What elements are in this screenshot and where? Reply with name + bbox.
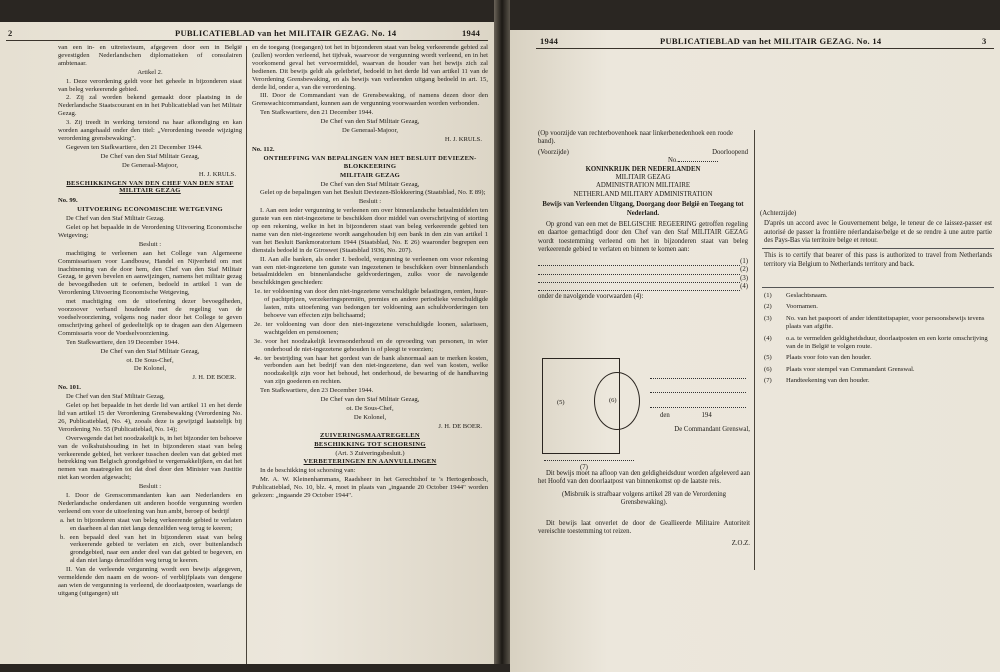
decree-number: No. 112. [252,145,275,153]
continued-text: en de toegang (toegangen) tot het in bijzonderen staat van beleg verkeerende gebied zal (zullen) worden verleend, het tijdvak, waarvoor de vergunning wordt verleend, en in het voorkomend geval het vervoermiddel, waarvan de houder van het bewijs zich zal bedienen. Dit bewijs geldt als geleibrief, bedoeld in het derde lid van artikel 11 van de Verordening Grensbewaking, en als bewijs van verleenden uitgang bedoeld in art. 15, derde lid, onder a, van die verordening. [252,44,488,91]
column-divider [246,46,247,664]
right-page [510,30,1000,672]
blank-line [650,397,746,408]
right-year: 1944 [540,36,559,46]
footer-text: (Misbruik is strafbaar volgens artikel 28 van de Verordening Grensbewaking). [561,490,727,507]
org-line: KONINKRIJK DER NEDERLANDEN [585,165,701,173]
legend-label: Geslachtsnaam. [786,292,828,299]
correction-para: Mr. A. W. Kleinenhammans, Raadsheer in het Gerechtshof te 's Hertogenbosch, Publicatieblad, No. 10, blz. 4, moet in plaats van „ingaande 20 October 1944" worden gelezen: „ingaande 29 October 1944". [252,476,488,500]
signature-line: De Kolonel, [133,365,167,373]
dotted-lines [650,368,746,411]
pass-footer [538,470,750,549]
blank-line [650,382,746,393]
signature-line: De Chef van den Staf Militair Gezag, [100,152,200,160]
legend-label: Plaats voor foto van den houder. [786,354,872,362]
field-ref: (3) [740,274,748,282]
legend-item [764,377,992,385]
decree-para: Overwegende dat het noodzakelijk is, in het bijzonder ten behoeve van de volkshuishouding in het in bijzonderen staat van beleg verkeerende gebied, het verkeer tusschen deelen van dat gebied met betrekking van Belgisch grondgebied te vergemakkelijken, en dat het nemen van maatregelen tot dat doel door den Minister van Justitie niet kan worden afgewacht; [58,434,242,482]
legend-item [764,366,992,374]
legend-list [764,292,992,389]
list-item: a. het in bijzonderen staat van beleg verkeerende gebied te verlaten en daarheen al dan niet langs denzelfden weg terug te keeren; [60,516,242,532]
given-date: Gegeven ten Stafkwartiere, den 21 December 1944. [66,143,203,151]
list-item: 4e. ter bestrijding van haar het gordest van de bank alsnormaal aan te merken kosten, verbonden aan het bedrijf van den niet-ingezetene, dan wel van kosten, welke noodzakelijk zijn voor het behoud, het onderhoud, de bewaring of de handhaving van zijn goederen en rechten. [254,354,488,386]
legend-item [764,335,992,352]
serial-label: No. [667,157,678,165]
book-gutter [494,0,510,664]
serial-field [678,161,718,162]
signature-line: De Kolonel, [353,413,387,421]
decree-para: I. Door de Grenscommandanten kan aan Nederlanders en Nederlandsche onderdanen uit anderen hoofde vergunning worden verleend om voor de uitoefening van hun ambt, beroep of bedrijf [58,492,242,515]
article-para: 3. Zij treedt in werking terstond na haar afkondiging en kan worden aangehaald onder den titel: „Verordening tweede wijziging verordening grensbewaking". [58,119,242,142]
legend-item [764,292,992,300]
besluit-label: Besluit : [358,198,382,206]
intro-text: van een in- en uitreisvisum, afgegeven door een in België gevestigden Nederlandschen diplomatieken of consulairen ambtenaar. [58,44,242,67]
legend-number: (4) [764,334,772,342]
divider-rule [762,248,994,249]
org-line: MILITAIR GEZAG [615,174,671,182]
right-running-head: PUBLICATIEBLAD van het MILITAIR GEZAG. No. 14 [660,36,882,46]
decree-para: III. Door de Commandant van de Grensbewaking, of namens dezen door den Grenswachtcommandant, kunnen aan de vergunning voorwaarden worden verbonden. [252,92,488,108]
date-line [660,412,750,420]
field-ref: (2) [740,266,748,274]
left-page [0,22,494,664]
given-date: Ten Stafkwartiere, den 19 December 1944. [66,338,180,346]
signature-line: ot. De Sous-Chef, [346,404,394,412]
section-heading: ZUIVERINGSMAATREGELEN [320,431,420,439]
legend-item [764,354,992,362]
name-field [538,258,740,266]
org-line: NETHERLAND MILITARY ADMINISTRATION [573,190,713,198]
conditions-field [538,283,740,291]
left-running-head: PUBLICATIEBLAD van het MILITAIR GEZAG. No. 14 [175,28,397,38]
legend-number: (6) [764,365,772,373]
legend-label: Plaats voor stempel van Commandant Grenswal. [786,365,915,373]
legend-label: No. van het paspoort of ander identiteitspapier, voor persoonsbewijs tevens plaats van afgifte. [786,314,985,331]
divider-rule [762,287,994,288]
signature-name: J. H. DE BOER. [438,422,482,430]
correction-para: In de beschikking tot schorsing van: [260,467,356,475]
signature-line: De Generaal-Majoor, [121,161,179,169]
decree-issuer: De Chef van den Staf Militair Gezag, [66,393,165,401]
legend-number: (5) [764,354,772,362]
signature-line: De Generaal-Majoor, [341,127,399,135]
legend-number: (7) [764,377,772,385]
form-divider [754,130,755,570]
signature-line: De Chef van den Staf Militair Gezag, [320,396,420,404]
given-date: Ten Stafkwartiere, den 21 December 1944. [260,109,374,117]
caption-ref: (7) [580,464,588,472]
decree-para: II. Aan alle banken, als onder I. bedoeld, vergunning te verleenen om voor rekening van een niet-ingezetene ten gunste van ingezetenen te beschikken over binnenlandsch betaalmiddelen en binnenlandsche geldvorderingen, zulks voor de navolgende beschikkingen geschieden: [252,255,488,287]
stamp-circle [594,372,640,430]
legend-label: Handteekening van den houder. [786,377,870,385]
stamp-label: (6) [609,397,617,404]
article-para: 2. Zij zal worden bekend gemaakt door plaatsing in de Nederlandsche Staatscourant en in het Publicatieblad van het Militair Gezag. [58,94,242,118]
legend-item [764,303,992,311]
decree-issuer: De Chef van den Staf Militair Gezag. [66,215,165,223]
article-para: 1. Deze verordening geldt voor het geheele in bijzonderen staat van beleg verkeerende gebied. [58,77,242,93]
list-item: b. een bepaald deel van het in bijzonderen staat van beleg verkeerende gebied te verlaten en zich, over buitenlandsch grondgebied, naar een ander deel van dat gebied te begeven, en al dan niet langs denzelfden weg terug te keeren. [60,533,242,565]
ribbon-note: (Op voorzijde van rechterbovenhoek naar linkerbenedenhoek een roode band). [538,130,733,146]
list-item: 2e. ter voldoening van door den niet-ingezetene verschuldigde loonen, salarissen, wachtgelden en pensioenen; [254,320,488,336]
signature-name: H. J. KRULS. [198,170,236,178]
field-ref: (1) [740,257,748,265]
decree-para: machtiging te verleenen aan het College van Algemeene Commissarissen voor Landbouw, Handel en Nijverheid om met inachtneming van de door hem, den Chef van den Staf Militair Gezag, te geven bevelen en aanwijzingen, namens het militair gezag de bevoegdheden uit te oefenen, bedoeld in artikel 1 van de Verordening Uitvoering Economische Wetgeving, [58,249,242,297]
footer-text: Dit bewijs moet na afloop van den geldigheidsduur worden afgeleverd aan het Hoofd van den doorlaatpost van binnenkomst op de laatste reis. [538,470,750,486]
legend-number: (3) [764,314,772,322]
sub-heading: BESCHIKKING TOT SCHORSING [314,440,426,448]
org-line: ADMINISTRATION MILITAIRE [595,182,691,190]
doorlopend-label: Doorloopend [712,148,748,156]
decree-para: I. Aan een ieder vergunning te verleenen om over binnenlandsche betaalmiddelen ten gunste van een niet-ingezetene te beschikken door middel van overschrijving of storting op een rekening, welke in het in bijzonderen staat van beleg verkeerende gebied ten name van den niet-ingezetene wordt aangehouden bij een bank in den zin van artikel 1 van het Besluit Bankmoratorium 1944 (Staatsblad, No. E 26) waaronder begrepen een dienstals bedoeld in de Giroswet (Staatsblad 1936, No. 207). [252,207,488,254]
pass-intro: Op grond van een met de BELGISCHE REGEERING getroffen regeling en daartoe gemachtigd door den Chef van den Staf MILITAIR GEZAG wordt toestemming verleend om het in bijzonderen staat van beleg verkeerende gebied te verlaten en binnen te komen aan: [538,221,748,254]
header-rule [536,48,994,49]
french-text: D'après un accord avec le Gouvernement belge, le teneur de ce laissez-passer est autorisé de passer la frontière néerlandaise/belge et de se rendre à une autre partie des Pays-Bas via territoire belge et retour. [764,220,992,245]
left-year: 1944 [462,28,481,38]
decree-title: UITVOERING ECONOMISCHE WETGEVING [77,206,223,214]
pass-title: Bewijs van Verleenden Uitgang, Doorgang door België en Toegang tot Nederland. [542,201,744,217]
sub-heading-ref: (Art. 3 Zuiveringsbesluit.) [335,449,405,457]
holder-signature-line [544,458,634,461]
besluit-label: Besluit : [138,483,162,491]
section-heading: BESCHIKKINGEN VAN DEN CHEF VAN DEN STAF MILITAIR GEZAG [66,179,234,195]
signature-name: J. H. DE BOER. [192,374,236,382]
decree-para: met machtiging om de uitoefening dezer bevoegdheden, voorzoover verband houdende met de regeling van de voedselvoorziening, volgens nog nader door het College te geven omschrijving geheel of gedeeltelijk op te dragen aan den Algemeen Commissaris voor de Voedselvoorziening. [58,298,242,337]
legend-label: Voornamen. [786,303,818,311]
decree-title: ONTHEFFING VAN BEPALINGEN VAN HET BESLUIT DEVIEZEN-BLOKKEERING [263,154,477,170]
left-column-2 [252,44,488,664]
conditions-label: onder de navolgende voorwaarden (4): [538,293,644,301]
pass-front [538,130,748,302]
legend-label: o.a. te vermelden geldigheidsduur, doorlaatposten en een korte omschrijving van de in België te volgen route. [786,334,988,351]
footer-text: Dit bewijs laat onverlet de door de Geallieerde Militaire Autoriteit vereischte toestemming tot reizen. [538,519,750,536]
decree-issuer: De Chef van den Staf Militair Gezag, [320,180,420,188]
year-label: 194 [701,412,712,419]
firstname-field [538,266,740,274]
signature-line: De Chef van den Staf Militair Gezag, [320,118,420,126]
signature-line: ot. De Sous-Chef, [126,356,174,364]
header-rule [6,40,488,41]
decree-para: Gelet op het bepaalde in de Verordening Uitvoering Economische Wetgeving; [58,224,242,239]
decree-number: No. 101. [58,384,81,392]
photo-label: (5) [557,399,565,406]
passport-field [538,275,740,283]
english-text: This is to certify that bearer of this pass is authorized to travel from Netherlands territory via Belgium to Netherlands territory and back. [764,252,992,268]
signature-line: De Chef van den Staf Militair Gezag, [100,347,200,355]
left-column-1 [58,44,242,664]
legend-number: (2) [764,303,772,311]
zoz-label: Z.O.Z. [731,540,750,548]
list-item: 1e. ter voldoening van door den niet-ingezetene verschuldigde belastingen, renten, huur- of pachtprijzen, verzekeringspremiën, premies en andere periodieke verschuldigde lasten, mits uitoefening van bedongen ter voldoening aan schuldvorderingen ten behoeve van effecten zijn belichaamd; [254,288,488,319]
blank-line [650,368,746,379]
besluit-label: Besluit : [138,240,162,248]
given-date: Ten Stafkwartiere, den 23 December 1944. [260,387,374,395]
legend-item [764,315,992,332]
signature-name: H. J. KRULS. [444,135,482,143]
decree-para: II. Van de verleende vergunning wordt een bewijs afgegeven, vermeldende den naam en de woon- of verblijfplaats van dengene aan wien de vergunning is verleend, de doorlaatposten, waarlangs de uitgang (uitgangen) uit [58,566,242,597]
list-item: 3e. voor het noodzakelijk levensonderhoud en de opvoeding van personen, in wier onderhoud de niet-ingezetene gehouden is of pleegt te voorzien; [254,337,488,353]
sub-heading: VERBETERINGEN EN AANVULLINGEN [303,458,437,466]
decree-number: No. 99. [58,197,78,205]
article-title: Artikel 2. [137,68,163,76]
field-ref: (4) [740,282,748,290]
voorzijde-label: (Voorzijde) [538,148,569,156]
legend-number: (1) [764,292,772,299]
achterzijde-label: (Achterzijde) [760,210,797,217]
left-page-number: 2 [8,28,13,38]
commander-line: De Commandant Grenswal, [674,426,750,433]
decree-org: MILITAIR GEZAG [339,171,400,179]
decree-para: Gelet op het bepaalde in het derde lid van artikel 11 en het derde lid van artikel 15 der Verordening Grensbewaking (Verordening No. 26, Publicatieblad, No. 4), zooals deze is gewijzigd laatstelijk bij Verordening No. 55 (Publicatieblad, No. 14); [58,402,242,433]
den-label: den [660,412,670,419]
decree-para: Gelet op de bepalingen van het Besluit Deviezen-Blokkeering (Staatsblad, No. E 89); [260,189,486,197]
right-page-number: 3 [982,36,987,46]
